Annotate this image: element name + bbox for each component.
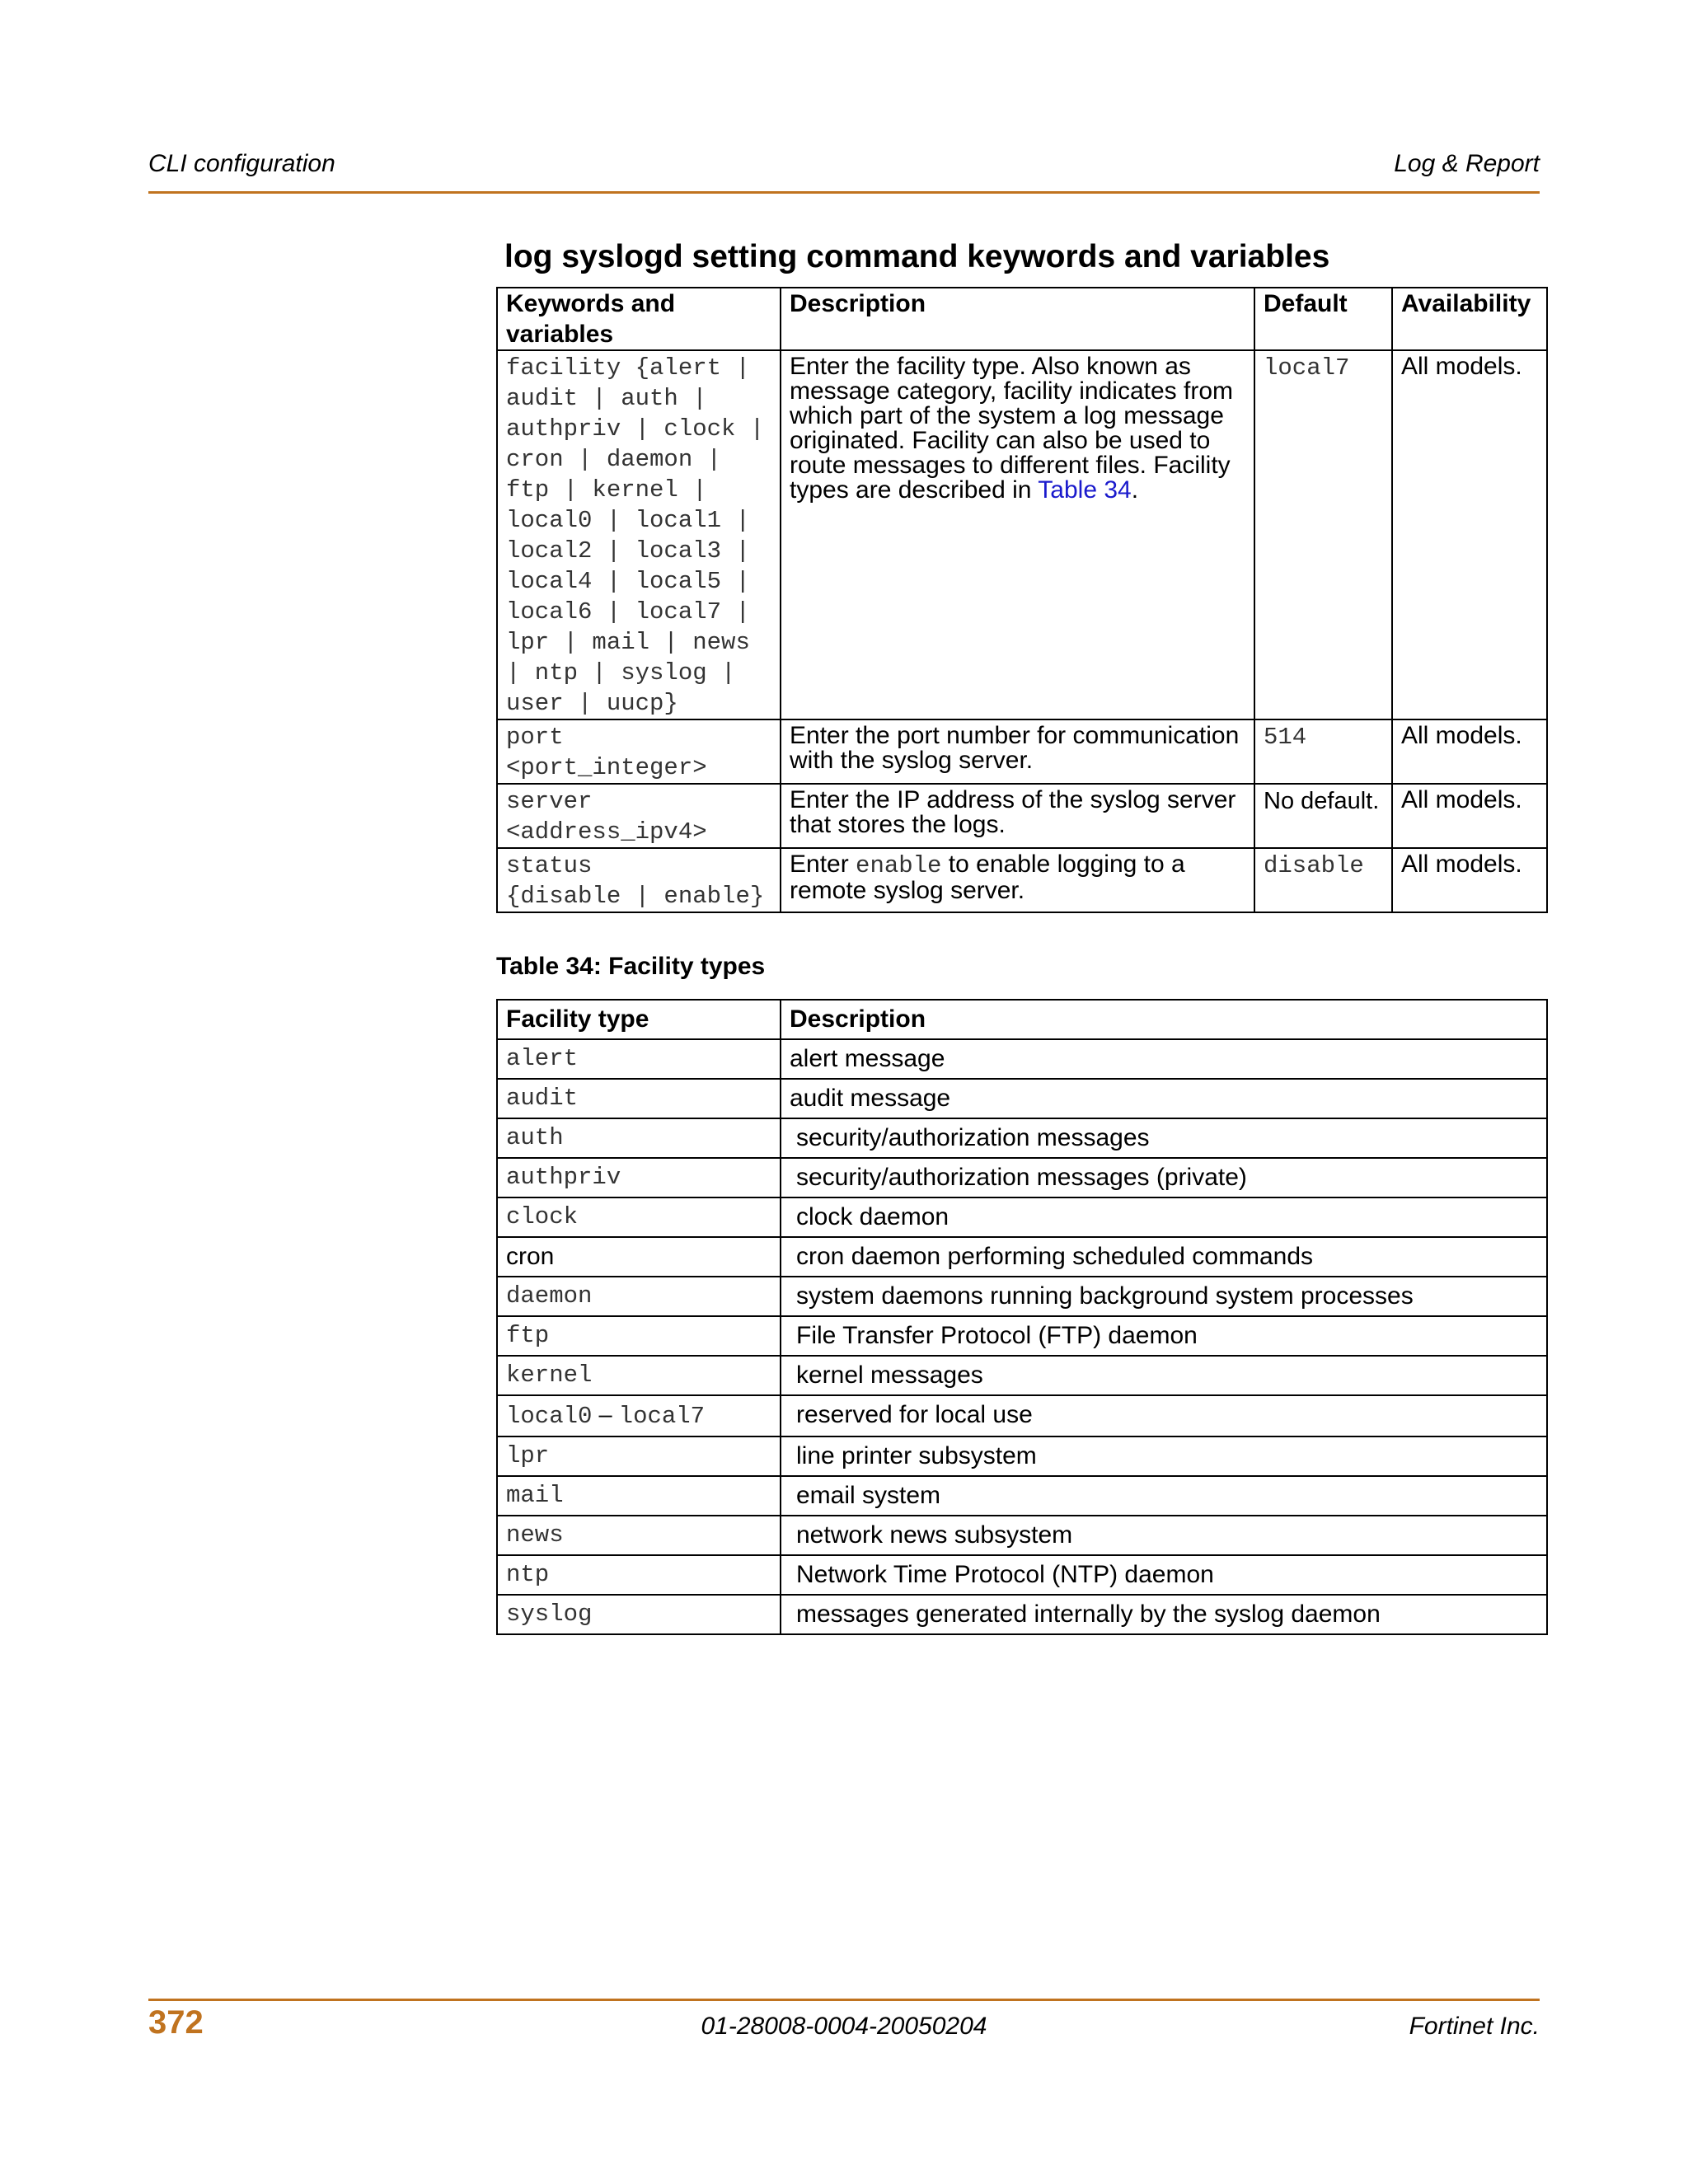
- keyword-line: local0 | local1 |: [506, 507, 750, 534]
- keyword-line: facility {alert |: [506, 354, 750, 382]
- footer-rule: [148, 1999, 1540, 2001]
- keyword-cell: [497, 784, 781, 848]
- facility-description-cell: messages generated internally by the syslog daemon: [781, 1595, 1547, 1634]
- description-line: message category, facility indicates from: [790, 377, 1233, 405]
- table-row: [497, 848, 1547, 912]
- description-line: route messages to different files. Facility: [790, 452, 1231, 479]
- table-row: [497, 1197, 1547, 1237]
- keyword-line: server: [506, 788, 593, 815]
- table-row: [497, 1436, 1547, 1476]
- facility-type-cell: cron: [497, 1237, 781, 1277]
- table-34-link[interactable]: Table 34: [1038, 476, 1132, 504]
- facility-description-cell: clock daemon: [781, 1197, 1547, 1237]
- description-line: Enter the port number for communication: [790, 722, 1240, 749]
- table-row: [497, 1476, 1547, 1516]
- facility-type-cell: clock: [497, 1197, 781, 1237]
- table-row: [497, 1555, 1547, 1595]
- col-header-description: Description: [781, 1000, 1547, 1039]
- description-line: [790, 478, 1245, 503]
- col-header-description: Description: [781, 288, 1254, 350]
- keyword-line: status: [506, 852, 593, 879]
- keyword-line: local6 | local7 |: [506, 598, 750, 626]
- description-line: Enter the facility type. Also known as: [790, 353, 1191, 380]
- default-cell: No default.: [1254, 784, 1392, 848]
- facility-description-cell: cron daemon performing scheduled commands: [781, 1237, 1547, 1277]
- facility-type-cell: ntp: [497, 1555, 781, 1595]
- keyword-line: authpriv | clock |: [506, 415, 765, 443]
- facility-description-cell: security/authorization messages (private): [781, 1158, 1547, 1197]
- facility-type-cell: lpr: [497, 1436, 781, 1476]
- keyword-line: cron | daemon |: [506, 446, 722, 473]
- keyword-line: ftp | kernel |: [506, 476, 707, 504]
- default-cell: disable: [1254, 848, 1392, 912]
- keyword-cell: [497, 848, 781, 912]
- facility-type-cell: daemon: [497, 1277, 781, 1316]
- range-dash: –: [592, 1402, 619, 1428]
- keywords-table: [496, 287, 1548, 913]
- default-cell: local7: [1254, 350, 1392, 719]
- facility-type-cell: kernel: [497, 1356, 781, 1395]
- description-cell: [781, 784, 1254, 848]
- facility-type-cell: auth: [497, 1118, 781, 1158]
- keyword-line: {disable | enable}: [506, 883, 765, 910]
- facility-type-cell: mail: [497, 1476, 781, 1516]
- default-cell: 514: [1254, 719, 1392, 784]
- table-row: [497, 1158, 1547, 1197]
- description-cell: [781, 719, 1254, 784]
- header-chapter-title: Log & Report: [1394, 150, 1540, 177]
- description-cell: [781, 350, 1254, 719]
- facility-description-cell: kernel messages: [781, 1356, 1547, 1395]
- section-title: log syslogd setting command keywords and variables: [504, 239, 1330, 274]
- facility-description-cell: email system: [781, 1476, 1547, 1516]
- keyword-line: port: [506, 724, 564, 751]
- description-text: Enter: [790, 851, 856, 878]
- table-row: [497, 719, 1547, 784]
- table-row: [497, 1039, 1547, 1079]
- table-caption: Table 34: Facility types: [496, 953, 766, 980]
- description-line: which part of the system a log message: [790, 402, 1224, 429]
- keyword-line: local4 | local5 |: [506, 568, 750, 595]
- facility-description-cell: audit message: [781, 1079, 1547, 1118]
- facility-type-cell: news: [497, 1516, 781, 1555]
- facility-type-cell: alert: [497, 1039, 781, 1079]
- col-header-keywords: Keywords and variables: [497, 288, 781, 350]
- description-line: originated. Facility can also be used to: [790, 427, 1211, 454]
- facility-type-cell: authpriv: [497, 1158, 781, 1197]
- keyword-line: lpr | mail | news: [506, 629, 750, 656]
- table-row: [497, 1395, 1547, 1436]
- keywords-table-header: [497, 288, 1547, 350]
- availability-cell: All models.: [1392, 784, 1547, 848]
- description-cell: [781, 848, 1254, 912]
- description-line: [790, 852, 1245, 879]
- table-row: [497, 1079, 1547, 1118]
- table-row: [497, 350, 1547, 719]
- table-row: [497, 1118, 1547, 1158]
- description-text: types are described in: [790, 476, 1039, 504]
- facility-type-end: local7: [618, 1403, 706, 1430]
- inline-code: enable: [856, 852, 942, 879]
- page-number: 372: [148, 2004, 204, 2041]
- facility-description-cell: Network Time Protocol (NTP) daemon: [781, 1555, 1547, 1595]
- facility-type-start: local0: [506, 1403, 593, 1430]
- facility-type-cell: [497, 1395, 781, 1436]
- keyword-cell: [497, 719, 781, 784]
- keyword-line: audit | auth |: [506, 385, 707, 412]
- description-text: .: [1131, 476, 1139, 504]
- keyword-line: local2 | local3 |: [506, 537, 750, 565]
- facility-table-header: [497, 1000, 1547, 1039]
- col-header-default: Default: [1254, 288, 1392, 350]
- table-row: [497, 784, 1547, 848]
- description-line: with the syslog server.: [790, 747, 1034, 774]
- facility-description-cell: system daemons running background system processes: [781, 1277, 1547, 1316]
- col-header-facility-type: Facility type: [497, 1000, 781, 1039]
- table-row: [497, 1516, 1547, 1555]
- col-header-availability: Availability: [1392, 288, 1547, 350]
- description-line: that stores the logs.: [790, 811, 1006, 838]
- description-text: to enable logging to a: [941, 851, 1185, 878]
- document-id: 01-28008-0004-20050204: [701, 2013, 987, 2040]
- availability-cell: All models.: [1392, 719, 1547, 784]
- facility-description-cell: File Transfer Protocol (FTP) daemon: [781, 1316, 1547, 1356]
- table-row: [497, 1595, 1547, 1634]
- description-line: Enter the IP address of the syslog server: [790, 786, 1236, 813]
- table-row: [497, 1237, 1547, 1277]
- facility-description-cell: security/authorization messages: [781, 1118, 1547, 1158]
- company-name: Fortinet Inc.: [1409, 2013, 1540, 2040]
- keyword-line: | ntp | syslog |: [506, 659, 736, 687]
- facility-type-cell: syslog: [497, 1595, 781, 1634]
- table-row: [497, 1316, 1547, 1356]
- facility-description-cell: reserved for local use: [781, 1395, 1547, 1436]
- description-line: remote syslog server.: [790, 877, 1025, 904]
- header-section-title: CLI configuration: [148, 150, 335, 177]
- facility-types-table: [496, 999, 1548, 1635]
- facility-description-cell: alert message: [781, 1039, 1547, 1079]
- table-row: [497, 1356, 1547, 1395]
- keyword-line: <port_integer>: [506, 754, 707, 781]
- facility-description-cell: line printer subsystem: [781, 1436, 1547, 1476]
- facility-description-cell: network news subsystem: [781, 1516, 1547, 1555]
- keyword-line: user | uucp}: [506, 690, 678, 717]
- header-rule: [148, 191, 1540, 194]
- availability-cell: All models.: [1392, 350, 1547, 719]
- facility-type-cell: audit: [497, 1079, 781, 1118]
- table-row: [497, 1277, 1547, 1316]
- availability-cell: All models.: [1392, 848, 1547, 912]
- facility-type-cell: ftp: [497, 1316, 781, 1356]
- keyword-line: <address_ipv4>: [506, 818, 707, 846]
- keyword-cell: [497, 350, 781, 719]
